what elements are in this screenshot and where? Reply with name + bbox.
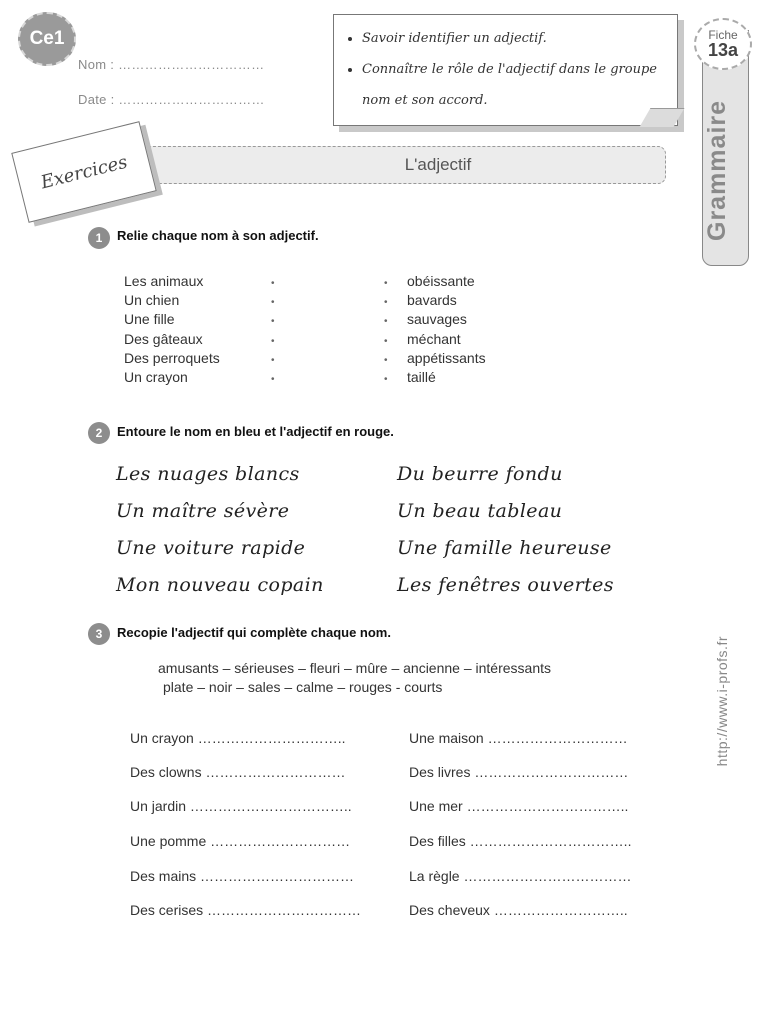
phrase-item[interactable]: Une famille heureuse xyxy=(397,537,612,559)
exercise-instruction: Recopie l'adjectif qui complète chaque nom. xyxy=(117,625,391,640)
fill-item[interactable]: Des filles …………………………….. xyxy=(409,833,632,849)
exercise-instruction: Entoure le nom en bleu et l'adjectif en rouge. xyxy=(117,424,394,439)
phrase-item[interactable]: Les nuages blancs xyxy=(116,463,300,485)
adjective-item: bavards xyxy=(407,292,457,309)
exercise-number: 3 xyxy=(88,623,110,645)
noun-dots xyxy=(271,274,275,389)
name-field[interactable]: Nom : …………………………… xyxy=(78,57,265,72)
link-dot[interactable]: • xyxy=(271,316,275,328)
subject-label: Grammaire xyxy=(703,99,731,241)
noun-item: Des perroquets xyxy=(124,349,220,366)
fiche-badge xyxy=(694,18,752,70)
adjective-item: sauvages xyxy=(407,311,467,328)
fill-item[interactable]: Des cerises …………………………… xyxy=(130,902,362,918)
exercise-number: 2 xyxy=(88,422,110,444)
fill-item[interactable]: Une pomme ………………………… xyxy=(130,833,351,849)
adjective-item: obéissante xyxy=(407,273,475,289)
fill-item[interactable]: Des cheveux ……………………….. xyxy=(409,902,628,918)
noun-item: Les animaux xyxy=(124,273,204,289)
exercise-instruction: Relie chaque nom à son adjectif. xyxy=(117,228,319,243)
fill-item[interactable]: Des clowns ………………………… xyxy=(130,764,346,780)
noun-item: Des gâteaux xyxy=(124,330,203,347)
adjective-item: méchant xyxy=(407,330,461,347)
link-dot[interactable]: • xyxy=(271,278,275,289)
fiche-number: 13a xyxy=(707,40,739,60)
site-url[interactable]: http://www.i-profs.fr xyxy=(714,636,730,767)
link-dot[interactable]: • xyxy=(384,354,388,366)
link-dot[interactable]: • xyxy=(384,316,388,328)
fill-item[interactable]: La règle ……………………………… xyxy=(409,868,632,884)
fill-item[interactable]: Un crayon ………………………….. xyxy=(130,730,346,746)
phrase-item[interactable]: Mon nouveau copain xyxy=(116,574,324,596)
link-dot[interactable]: • xyxy=(384,335,388,347)
fill-item[interactable]: Des mains …………………………… xyxy=(130,868,355,884)
fill-item[interactable]: Des livres …………………………… xyxy=(409,764,629,780)
noun-item: Un chien xyxy=(124,292,180,309)
link-dot[interactable]: • xyxy=(384,278,388,289)
fill-item[interactable]: Une mer …………………………….. xyxy=(409,798,629,814)
adjective-item: taillé xyxy=(407,369,436,386)
word-bank-line: plate – noir – sales – calme – rouges - courts xyxy=(163,679,443,695)
phrase-column-left xyxy=(116,456,324,604)
exercises-card: Exercices xyxy=(11,121,156,223)
link-dot[interactable]: • xyxy=(271,354,275,366)
phrase-column-right xyxy=(397,456,614,604)
noun-item: Une fille xyxy=(124,311,175,328)
objectives-box xyxy=(333,14,678,126)
phrase-item[interactable]: Un beau tableau xyxy=(397,500,563,522)
phrase-item[interactable]: Un maître sévère xyxy=(116,500,290,522)
link-dot[interactable]: • xyxy=(271,335,275,347)
link-dot[interactable]: • xyxy=(384,297,388,309)
page-title: L'adjectif xyxy=(120,146,666,184)
phrase-item[interactable]: Les fenêtres ouvertes xyxy=(397,574,614,596)
adjective-list xyxy=(407,272,486,387)
phrase-item[interactable]: Du beurre fondu xyxy=(397,463,563,485)
noun-list xyxy=(124,272,220,387)
objective-item: • Savoir identifier un adjectif. xyxy=(362,23,667,54)
fiche-label: Fiche xyxy=(708,28,738,42)
date-field[interactable]: Date : …………………………… xyxy=(78,92,265,107)
noun-item: Un crayon xyxy=(124,369,188,386)
phrase-item[interactable]: Une voiture rapide xyxy=(116,537,306,559)
adjective-dots xyxy=(384,274,388,389)
objective-item: • Connaître le rôle de l'adjectif dans le groupe nom et son accord. xyxy=(362,54,667,116)
link-dot[interactable]: • xyxy=(271,297,275,309)
adjective-item: appétissants xyxy=(407,349,486,366)
fill-item[interactable]: Une maison ………………………… xyxy=(409,730,628,746)
exercise-number: 1 xyxy=(88,227,110,249)
link-dot[interactable]: • xyxy=(271,374,275,386)
word-bank-line: amusants – sérieuses – fleuri – mûre – ancienne – intéressants xyxy=(158,660,551,676)
level-badge: Ce1 xyxy=(18,12,76,66)
fill-item[interactable]: Un jardin …………………………….. xyxy=(130,798,352,814)
link-dot[interactable]: • xyxy=(384,374,388,386)
